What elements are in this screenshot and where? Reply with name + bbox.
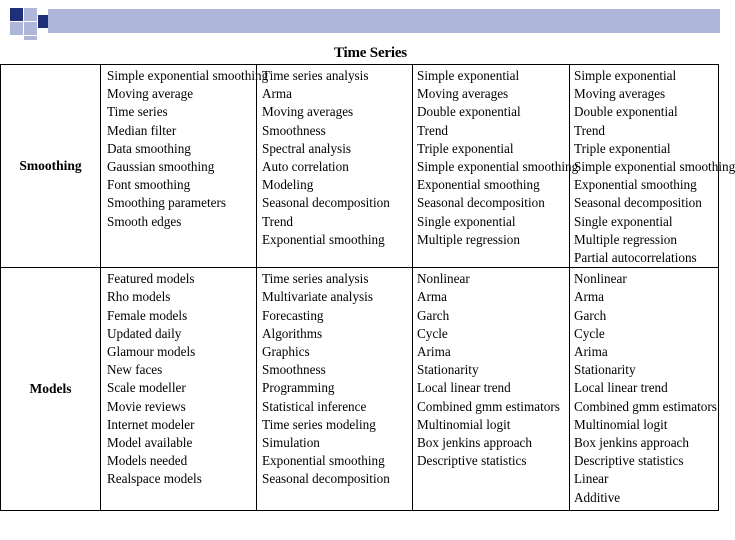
cell-term: Smoothness	[262, 362, 326, 378]
cell-term: Combined gmm estimators	[417, 398, 560, 414]
cell-term: Multivariate analysis	[262, 289, 373, 305]
cell-term: Local linear trend	[574, 380, 668, 396]
cell-term: Auto correlation	[262, 159, 349, 175]
cell-term: Median filter	[107, 122, 177, 138]
cell-term: Font smoothing	[107, 177, 191, 193]
cell-term: Simple exponential smoothing	[107, 68, 269, 83]
cell-term: Single exponential	[574, 213, 673, 229]
decor-square	[10, 8, 23, 21]
cell-term: Multinomial logit	[574, 416, 668, 432]
cell-term: Trend	[574, 122, 606, 138]
cell-term: Arma	[417, 289, 448, 305]
decor-square	[24, 22, 37, 35]
time-series-table	[0, 64, 735, 511]
cell-term: Box jenkins approach	[574, 435, 689, 451]
table-row	[1, 268, 719, 511]
cell-term: Multiple regression	[574, 231, 677, 247]
cell-term: Combined gmm estimators	[574, 398, 717, 414]
decor-square	[24, 36, 37, 40]
cell-term: Time series modeling	[262, 416, 376, 432]
table-cell	[570, 65, 735, 268]
cell-term: Smoothness	[262, 122, 326, 138]
cell-term: Seasonal decomposition	[262, 471, 390, 487]
cell-term: Simulation	[262, 435, 320, 451]
cell-term: Internet modeler	[107, 416, 195, 432]
cell-term: Moving average	[107, 86, 194, 102]
row-label-models: Models	[1, 268, 101, 511]
cell-term: Double exponential	[574, 104, 678, 120]
cell-term: Simple exponential smoothing	[574, 159, 735, 175]
cell-term: Simple exponential	[417, 68, 520, 83]
cell-term: Arma	[574, 289, 605, 305]
cell-term: Nonlinear	[574, 271, 627, 287]
decor-square	[24, 8, 37, 21]
cell-term: Arima	[417, 344, 451, 360]
cell-term: Multiple regression	[417, 231, 520, 247]
cell-term: Exponential smoothing	[262, 231, 385, 247]
cell-term: Linear	[574, 471, 609, 487]
table-cell	[101, 65, 269, 268]
cell-term: Time series analysis	[262, 68, 369, 83]
cell-term: Simple exponential smoothing	[417, 159, 579, 175]
cell-term: Time series	[107, 104, 168, 120]
cell-term: Box jenkins approach	[417, 435, 532, 451]
cell-term: Exponential smoothing	[262, 453, 385, 469]
cell-term: Featured models	[107, 271, 195, 287]
table-cell	[257, 65, 413, 268]
cell-term: Spectral analysis	[262, 140, 351, 156]
cell-term: Garch	[574, 307, 607, 323]
cell-term: Modeling	[262, 177, 314, 193]
cell-term: Additive	[574, 489, 621, 505]
cell-term: Smooth edges	[107, 213, 182, 229]
cell-term: Stationarity	[417, 362, 479, 378]
cell-term: Algorithms	[262, 325, 323, 341]
cell-term: Double exponential	[417, 104, 521, 120]
cell-term: Rho models	[107, 289, 171, 305]
slide-header-decoration	[0, 0, 720, 40]
cell-term: Cycle	[574, 325, 605, 341]
cell-term: Partial autocorrelations	[574, 250, 697, 266]
cell-term: Arma	[262, 86, 293, 102]
cell-term: Gaussian smoothing	[107, 159, 215, 175]
cell-term: Seasonal decomposition	[262, 195, 390, 211]
cell-term: Exponential smoothing	[417, 177, 540, 193]
cell-term: Nonlinear	[417, 271, 470, 287]
cell-term: Forecasting	[262, 307, 324, 323]
cell-term: Triple exponential	[417, 140, 514, 156]
decor-bar	[48, 9, 720, 33]
cell-term: Models needed	[107, 453, 188, 469]
cell-term: Movie reviews	[107, 398, 186, 414]
cell-term: Exponential smoothing	[574, 177, 697, 193]
table-cell	[413, 65, 579, 268]
cell-term: New faces	[107, 362, 163, 378]
cell-term: Smoothing parameters	[107, 195, 227, 211]
cell-term: Garch	[417, 307, 450, 323]
cell-term: Trend	[262, 213, 294, 229]
cell-term: Moving averages	[262, 104, 354, 120]
cell-term: Simple exponential	[574, 68, 677, 83]
cell-term: Time series analysis	[262, 271, 369, 287]
table-cell	[570, 268, 719, 511]
cell-term: Local linear trend	[417, 380, 511, 396]
table-cell	[257, 268, 413, 511]
cell-term: Seasonal decomposition	[417, 195, 545, 211]
cell-term: Multinomial logit	[417, 416, 511, 432]
cell-term: Moving averages	[417, 86, 509, 102]
cell-term: Descriptive statistics	[574, 453, 684, 469]
cell-term: Seasonal decomposition	[574, 195, 702, 211]
cell-term: Realspace models	[107, 471, 202, 487]
cell-term: Female models	[107, 307, 188, 323]
cell-term: Data smoothing	[107, 140, 191, 156]
cell-term: Triple exponential	[574, 140, 671, 156]
cell-term: Glamour models	[107, 344, 196, 360]
table-cell	[101, 268, 257, 511]
table-row	[1, 65, 719, 268]
cell-term: Single exponential	[417, 213, 516, 229]
cell-term: Arima	[574, 344, 608, 360]
cell-term: Updated daily	[107, 325, 182, 341]
row-label-smoothing: Smoothing	[1, 65, 101, 268]
table-cell	[413, 268, 570, 511]
cell-term: Graphics	[262, 344, 310, 360]
cell-term: Descriptive statistics	[417, 453, 527, 469]
cell-term: Moving averages	[574, 86, 666, 102]
cell-term: Scale modeller	[107, 380, 186, 396]
cell-term: Model available	[107, 435, 193, 451]
table-title: Time Series	[334, 45, 407, 61]
cell-term: Programming	[262, 380, 335, 396]
cell-term: Stationarity	[574, 362, 636, 378]
cell-term: Statistical inference	[262, 398, 367, 414]
cell-term: Trend	[417, 122, 449, 138]
decor-square	[10, 22, 23, 35]
cell-term: Cycle	[417, 325, 448, 341]
